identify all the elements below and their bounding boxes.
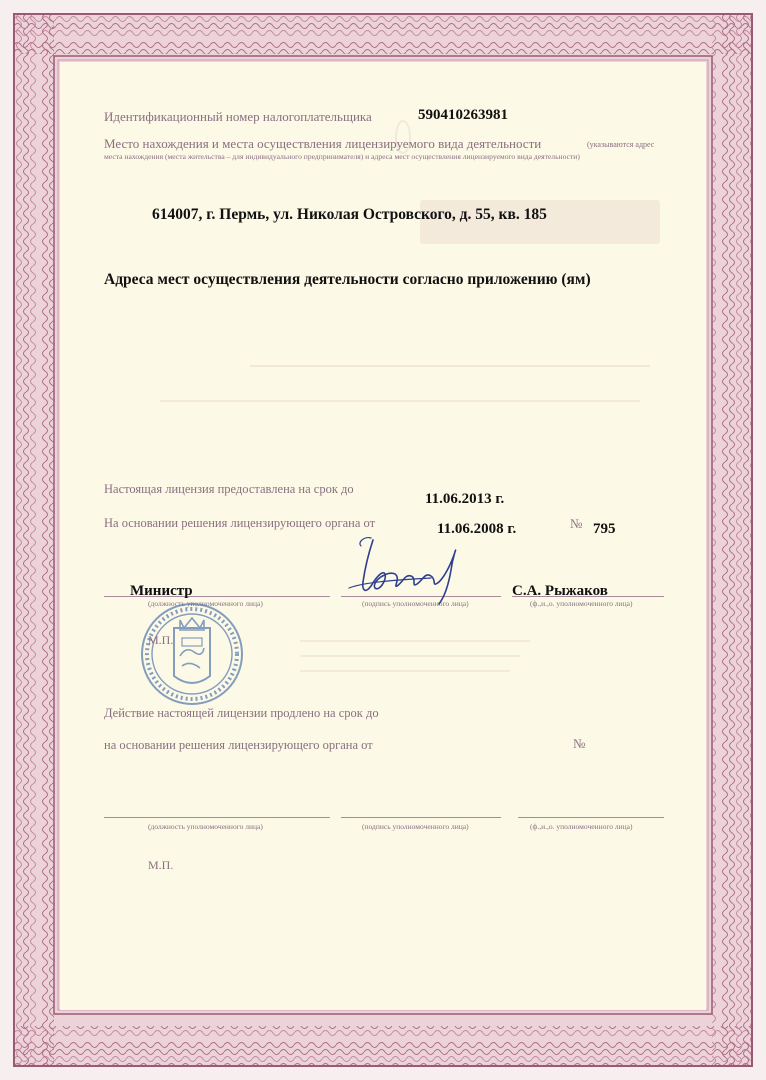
ext-cap-position: (должность уполномоченного лица) [148, 822, 263, 831]
location-label: Место нахождения и места осуществления лицензируемого вида деятельности [104, 136, 542, 151]
signer-position: Министр [130, 583, 193, 599]
extension-number-sign: № [573, 736, 586, 751]
show-through-line-2 [160, 400, 640, 402]
tin-value: 590410263981 [418, 107, 508, 123]
official-seal-icon [110, 598, 270, 708]
basis-label: На основании решения лицензирующего органа от [104, 516, 376, 530]
location-note-1: (указываются адрес [587, 140, 655, 149]
ext-cap-name: (ф.,и.,о. уполномоченного лица) [530, 822, 633, 831]
ext-cap-signature: (подпись уполномоченного лица) [362, 822, 469, 831]
addresses-note: Адреса мест осуществления деятельности согласно приложению (ям) [104, 271, 591, 288]
location-note-2: места нахождения (места жительства – для индивидуального предпринимателя) и адреса мест осуществления лицензируемого вида деятельности) [104, 152, 580, 161]
signature-icon [335, 530, 475, 610]
tin-label: Идентификационный номер налогоплательщика [104, 109, 372, 124]
term-value: 11.06.2013 г. [425, 491, 505, 507]
show-through-line-3 [300, 640, 530, 642]
ext-signature-line [341, 817, 501, 818]
cap-position: (должность уполномоченного лица) [148, 599, 263, 608]
basis-date: 11.06.2008 г. [437, 521, 517, 537]
ext-name-line [518, 817, 664, 818]
ext-position-line [104, 817, 330, 818]
extension-basis-label: на основании решения лицензирующего органа от [104, 738, 373, 752]
ext-seal-place: М.П. [148, 858, 174, 872]
signer-name: С.А. Рыжаков [512, 583, 608, 599]
number-sign: № [570, 516, 583, 531]
cap-signature: (подпись уполномоченного лица) [362, 599, 469, 608]
show-through-line-5 [300, 670, 510, 672]
license-number: 795 [593, 521, 616, 537]
address-value: 614007, г. Пермь, ул. Николая Островского, д. 55, кв. 185 [152, 206, 547, 223]
seal-place: М.П. [148, 633, 174, 647]
extension-term-label: Действие настоящей лицензии продлено на срок до [104, 706, 379, 720]
term-label: Настоящая лицензия предоставлена на срок до [104, 482, 354, 496]
show-through-line-1 [250, 365, 650, 367]
cap-name: (ф.,и.,о. уполномоченного лица) [530, 599, 633, 608]
show-through-line-4 [300, 655, 520, 657]
